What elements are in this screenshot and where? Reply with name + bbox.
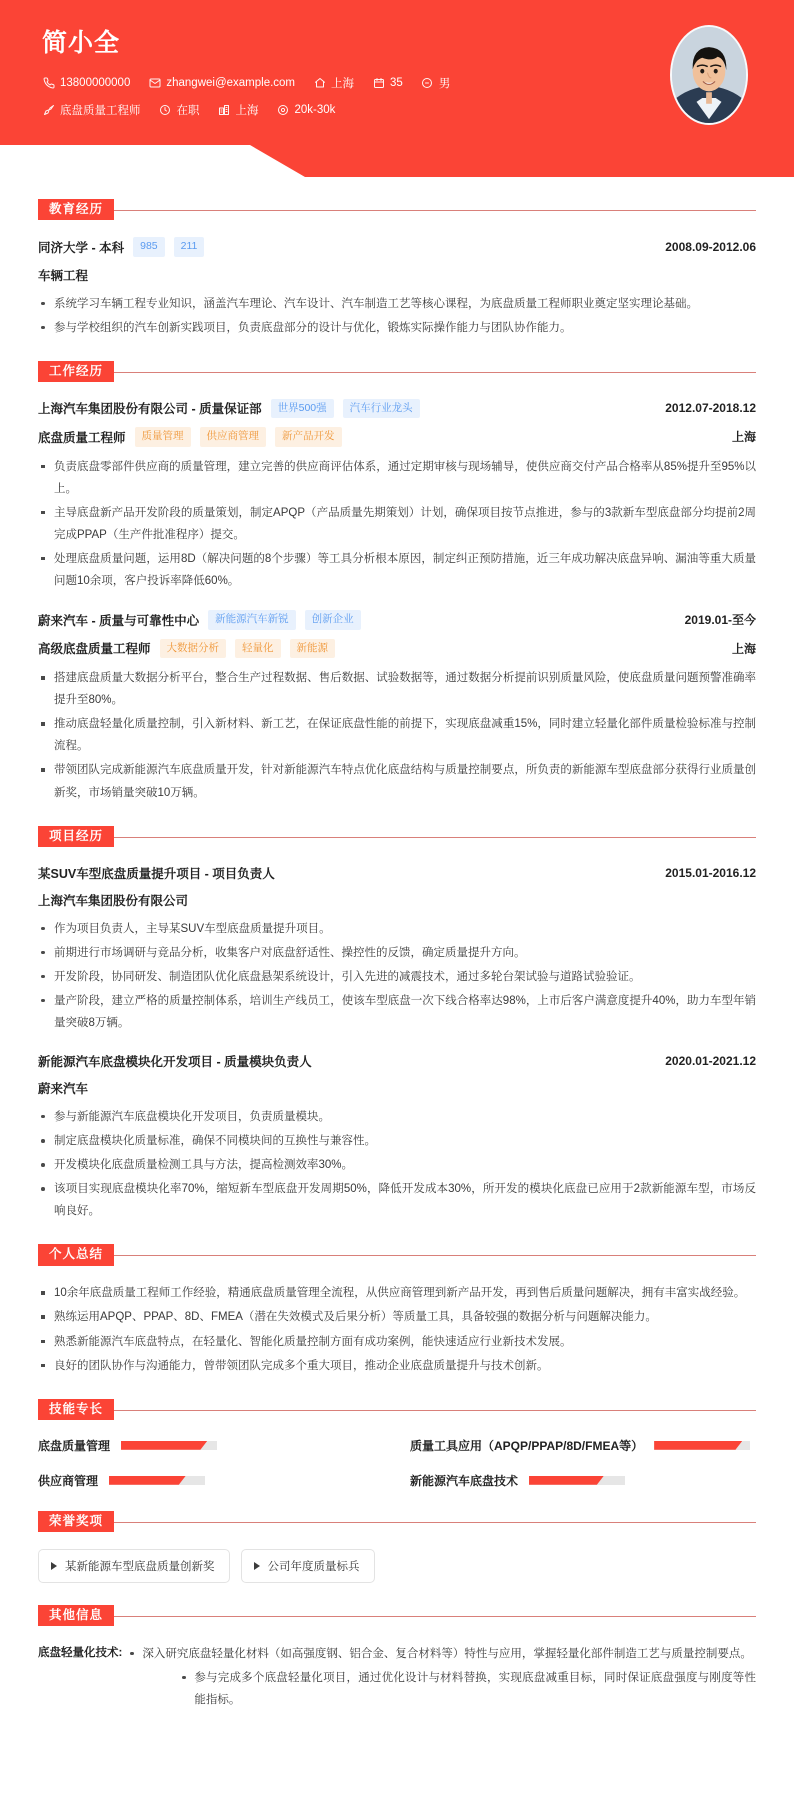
section-rule — [38, 837, 756, 838]
resume-body — [0, 199, 794, 1733]
work-entry — [38, 399, 756, 592]
work-role-left — [38, 427, 342, 447]
expected-salary — [277, 104, 336, 117]
skill-label: 底盘质量管理 — [38, 1438, 111, 1453]
section-summary — [38, 1244, 756, 1376]
section-other — [38, 1605, 756, 1713]
list-item: 制定底盘模块化质量标准，确保不同模块间的互换性与兼容性。 — [38, 1130, 756, 1152]
salary-icon — [277, 104, 290, 117]
project-entry-headline — [38, 864, 756, 882]
contact-age — [372, 77, 403, 90]
skill-progress-fill — [654, 1441, 742, 1450]
work-entry-left — [38, 610, 361, 630]
job-target — [42, 102, 141, 118]
work-date: 2019.01-至今 — [684, 613, 756, 628]
work-location: 上海 — [731, 430, 756, 445]
honor-chip — [38, 1549, 230, 1583]
project-title: 某SUV车型底盘质量提升项目 - 项目负责人 — [38, 866, 275, 881]
work-role-line — [38, 427, 756, 447]
contact-row-primary — [42, 75, 754, 91]
work-entry — [38, 610, 756, 803]
other-info-body — [124, 1643, 756, 1713]
project-date: 2020.01-2021.12 — [665, 1053, 756, 1068]
education-major: 车辆工程 — [38, 268, 89, 283]
skill-progress-track — [529, 1476, 625, 1485]
skills-grid — [38, 1437, 756, 1489]
section-rule — [38, 1410, 756, 1411]
work-role-tag: 轻量化 — [235, 639, 281, 659]
section-title-projects: 项目经历 — [38, 826, 114, 847]
contact-row-secondary — [42, 102, 754, 118]
list-item: 参与完成多个底盘轻量化项目，通过优化设计与材料替换，实现底盘减重目标，同时保证底盘强度与刚度等性能指标。 — [176, 1667, 756, 1711]
job-target-text: 底盘质量工程师 — [60, 105, 141, 117]
header-notch-shape — [0, 137, 794, 177]
calendar-icon — [372, 77, 385, 90]
section-title-other: 其他信息 — [38, 1605, 114, 1626]
section-rule — [38, 1255, 756, 1256]
avatar — [670, 25, 748, 125]
job-city-text: 上海 — [235, 105, 259, 117]
work-entry-headline — [38, 399, 756, 419]
work-company-tag: 创新企业 — [305, 610, 361, 630]
list-item: 搭建底盘质量大数据分析平台，整合生产过程数据、售后数据、试验数据等，通过数据分析提前识别质量风险，使底盘质量问题预警准确率提升至80%。 — [38, 667, 756, 711]
work-bullets — [38, 667, 756, 803]
list-item: 开发模块化底盘质量检测工具与方法，提高检测效率30%。 — [38, 1154, 756, 1176]
honor-label: 某新能源车型底盘质量创新奖 — [65, 1560, 215, 1573]
section-skills — [38, 1399, 756, 1489]
job-status — [159, 102, 200, 118]
project-bullets — [38, 1106, 756, 1222]
work-role-line — [38, 639, 756, 659]
section-header-summary — [38, 1244, 756, 1266]
list-item: 带领团队完成新能源汽车底盘质量开发，针对新能源汽车特点优化底盘结构与质量控制要点，所负责的新能源车型底盘部分获得行业质量创新奖，市场销量突破10万辆。 — [38, 759, 756, 803]
play-triangle-icon — [254, 1562, 260, 1570]
education-date: 2008.09-2012.06 — [665, 239, 756, 254]
section-header-projects — [38, 826, 756, 848]
list-item: 推动底盘轻量化质量控制，引入新材料、新工艺，在保证底盘性能的前提下，实现底盘减重15%，同时建立轻量化部件质量检验标准与控制流程。 — [38, 713, 756, 757]
project-entry — [38, 864, 756, 1034]
list-item: 参与学校组织的汽车创新实践项目，负责底盘部分的设计与优化，锻炼实际操作能力与团队协作能力。 — [38, 317, 756, 339]
rocket-icon — [42, 104, 55, 117]
contact-hometown — [313, 75, 354, 91]
skill-row — [38, 1472, 384, 1489]
list-item: 10余年底盘质量工程师工作经验，精通底盘质量管理全流程，从供应商管理到新产品开发，再到售后质量问题解决，拥有丰富实战经验。 — [38, 1282, 756, 1304]
project-company: 蔚来汽车 — [38, 1081, 89, 1096]
work-role-tag: 质量管理 — [135, 427, 191, 447]
education-entry — [38, 237, 756, 339]
list-item: 量产阶段，建立严格的质量控制体系，培训生产线员工，使该车型底盘一次下线合格率达98%，上市后客户满意度提升40%，助力车型年销量突破8万辆。 — [38, 990, 756, 1034]
list-item: 作为项目负责人，主导某SUV车型底盘质量提升项目。 — [38, 918, 756, 940]
skill-row — [410, 1437, 756, 1454]
skill-label: 供应商管理 — [38, 1473, 99, 1488]
job-status-text: 在职 — [176, 105, 200, 117]
honor-chip — [241, 1549, 375, 1583]
section-title-work: 工作经历 — [38, 361, 114, 382]
section-title-education: 教育经历 — [38, 199, 114, 220]
work-role-tag: 大数据分析 — [160, 639, 227, 659]
skill-progress-track — [654, 1441, 750, 1450]
summary-bullets — [38, 1282, 756, 1376]
section-rule — [38, 1616, 756, 1617]
section-rule — [38, 372, 756, 373]
skill-progress-fill — [121, 1441, 207, 1450]
other-info-row — [38, 1643, 756, 1713]
work-company-tag: 汽车行业龙头 — [343, 399, 420, 419]
education-tag: 985 — [133, 237, 165, 257]
gender-icon — [421, 77, 434, 90]
list-item: 前期进行市场调研与竞品分析，收集客户对底盘舒适性、操控性的反馈，确定质量提升方向。 — [38, 942, 756, 964]
section-title-summary: 个人总结 — [38, 1244, 114, 1265]
list-item: 深入研究底盘轻量化材料（如高强度钢、铝合金、复合材料等）特性与应用，掌握轻量化部件制造工艺与质量控制要点。 — [124, 1643, 756, 1665]
work-company: 蔚来汽车 - 质量与可靠性中心 — [38, 613, 200, 628]
list-item: 处理底盘质量问题，运用8D（解决问题的8个步骤）等工具分析根本原因，制定纠正预防措施，近三年成功解决底盘异响、漏油等重大质量问题10余项，客户投诉率降低60%。 — [38, 548, 756, 592]
work-entry-headline — [38, 610, 756, 630]
contact-phone-text: 13800000000 — [60, 77, 131, 89]
contact-email — [148, 77, 295, 90]
expected-salary-text: 20k-30k — [294, 104, 336, 116]
honor-label: 公司年度质量标兵 — [267, 1560, 360, 1573]
education-school: 同济大学 - 本科 — [38, 240, 125, 255]
section-education — [38, 199, 756, 339]
project-bullets — [38, 918, 756, 1034]
section-title-skills: 技能专长 — [38, 1399, 114, 1420]
work-company-tag: 世界500强 — [271, 399, 334, 419]
honor-list — [38, 1549, 756, 1583]
work-company-tag: 新能源汽车新锐 — [208, 610, 296, 630]
section-work — [38, 361, 756, 804]
project-title: 新能源汽车底盘模块化开发项目 - 质量模块负责人 — [38, 1054, 312, 1069]
section-header-skills — [38, 1399, 756, 1421]
education-entry-headline — [38, 237, 756, 257]
job-city — [218, 102, 259, 118]
work-company: 上海汽车集团股份有限公司 - 质量保证部 — [38, 402, 262, 417]
contact-gender — [421, 75, 451, 91]
section-projects — [38, 826, 756, 1223]
list-item: 参与新能源汽车底盘模块化开发项目，负责质量模块。 — [38, 1106, 756, 1128]
skill-label: 新能源汽车底盘技术 — [410, 1473, 519, 1488]
home-icon — [313, 77, 326, 90]
project-entry — [38, 1052, 756, 1222]
list-item: 开发阶段，协同研发、制造团队优化底盘悬架系统设计，引入先进的减震技术，通过多轮台架试验与道路试验验证。 — [38, 966, 756, 988]
contact-age-text: 35 — [390, 77, 403, 89]
list-item: 该项目实现底盘模块化率70%，缩短新车型底盘开发周期50%，降低开发成本30%，所开发的模块化底盘已应用于2款新能源车型，市场反响良好。 — [38, 1178, 756, 1222]
work-role: 底盘质量工程师 — [38, 430, 126, 445]
section-header-other — [38, 1605, 756, 1627]
section-title-honors: 荣誉奖项 — [38, 1511, 114, 1532]
list-item: 良好的团队协作与沟通能力，曾带领团队完成多个重大项目，推动企业底盘质量提升与技术创新。 — [38, 1355, 756, 1377]
list-item: 熟悉新能源汽车底盘特点，在轻量化、智能化质量控制方面有成功案例，能快速适应行业新技术发展。 — [38, 1331, 756, 1353]
skill-progress-track — [109, 1476, 205, 1485]
project-entry-headline — [38, 1052, 756, 1070]
work-role-tag: 供应商管理 — [200, 427, 267, 447]
work-location: 上海 — [731, 641, 756, 656]
skill-row — [38, 1437, 384, 1454]
work-date: 2012.07-2018.12 — [665, 401, 756, 416]
project-company: 上海汽车集团股份有限公司 — [38, 893, 189, 908]
contact-email-text: zhangwei@example.com — [166, 77, 296, 89]
contact-gender-text: 男 — [438, 78, 451, 90]
list-item: 系统学习车辆工程专业知识，涵盖汽车理论、汽车设计、汽车制造工艺等核心课程，为底盘质量工程师职业奠定坚实理论基础。 — [38, 293, 756, 315]
other-bullets-primary — [124, 1643, 756, 1665]
resume-header — [0, 0, 794, 177]
other-info-label: 底盘轻量化技术: — [38, 1646, 123, 1659]
section-honors — [38, 1511, 756, 1583]
section-header-work — [38, 361, 756, 383]
skill-row — [410, 1472, 756, 1489]
contact-hometown-text: 上海 — [331, 78, 355, 90]
list-item: 主导底盘新产品开发阶段的质量策划，制定APQP（产品质量先期策划）计划，确保项目按节点推进，参与的3款新车型底盘部分均提前2周完成PPAP（生产件批准程序）提交。 — [38, 502, 756, 546]
contact-phone — [42, 77, 130, 90]
phone-icon — [42, 77, 55, 90]
mail-icon — [148, 77, 161, 90]
education-bullets — [38, 293, 756, 339]
work-role: 高级底盘质量工程师 — [38, 642, 151, 657]
section-rule — [38, 1522, 756, 1523]
skill-label: 质量工具应用（APQP/PPAP/8D/FMEA等） — [410, 1438, 644, 1453]
work-role-tag: 新能源 — [290, 639, 336, 659]
section-header-education — [38, 199, 756, 221]
work-bullets — [38, 456, 756, 592]
play-triangle-icon — [51, 1562, 57, 1570]
city-icon — [218, 104, 231, 117]
section-header-honors — [38, 1511, 756, 1533]
project-entry-left — [38, 1052, 312, 1070]
candidate-name: 简小全 — [42, 29, 121, 57]
project-date: 2015.01-2016.12 — [665, 865, 756, 880]
list-item: 负责底盘零部件供应商的质量管理，建立完善的供应商评估体系，通过定期审核与现场辅导，使供应商交付产品合格率从85%提升至95%以上。 — [38, 456, 756, 500]
work-role-tag: 新产品开发 — [275, 427, 342, 447]
skill-progress-fill — [109, 1476, 186, 1485]
work-role-left — [38, 639, 335, 659]
work-entry-left — [38, 399, 420, 419]
education-entry-left — [38, 237, 204, 257]
avatar-photo — [672, 27, 746, 123]
section-rule — [38, 210, 756, 211]
other-bullets-secondary — [124, 1667, 756, 1711]
project-entry-left — [38, 864, 275, 882]
list-item: 熟练运用APQP、PPAP、8D、FMEA（潜在失效模式及后果分析）等质量工具，具备较强的数据分析与问题解决能力。 — [38, 1306, 756, 1328]
status-icon — [159, 104, 172, 117]
skill-progress-fill — [529, 1476, 604, 1485]
education-tag: 211 — [174, 237, 205, 257]
skill-progress-track — [121, 1441, 217, 1450]
